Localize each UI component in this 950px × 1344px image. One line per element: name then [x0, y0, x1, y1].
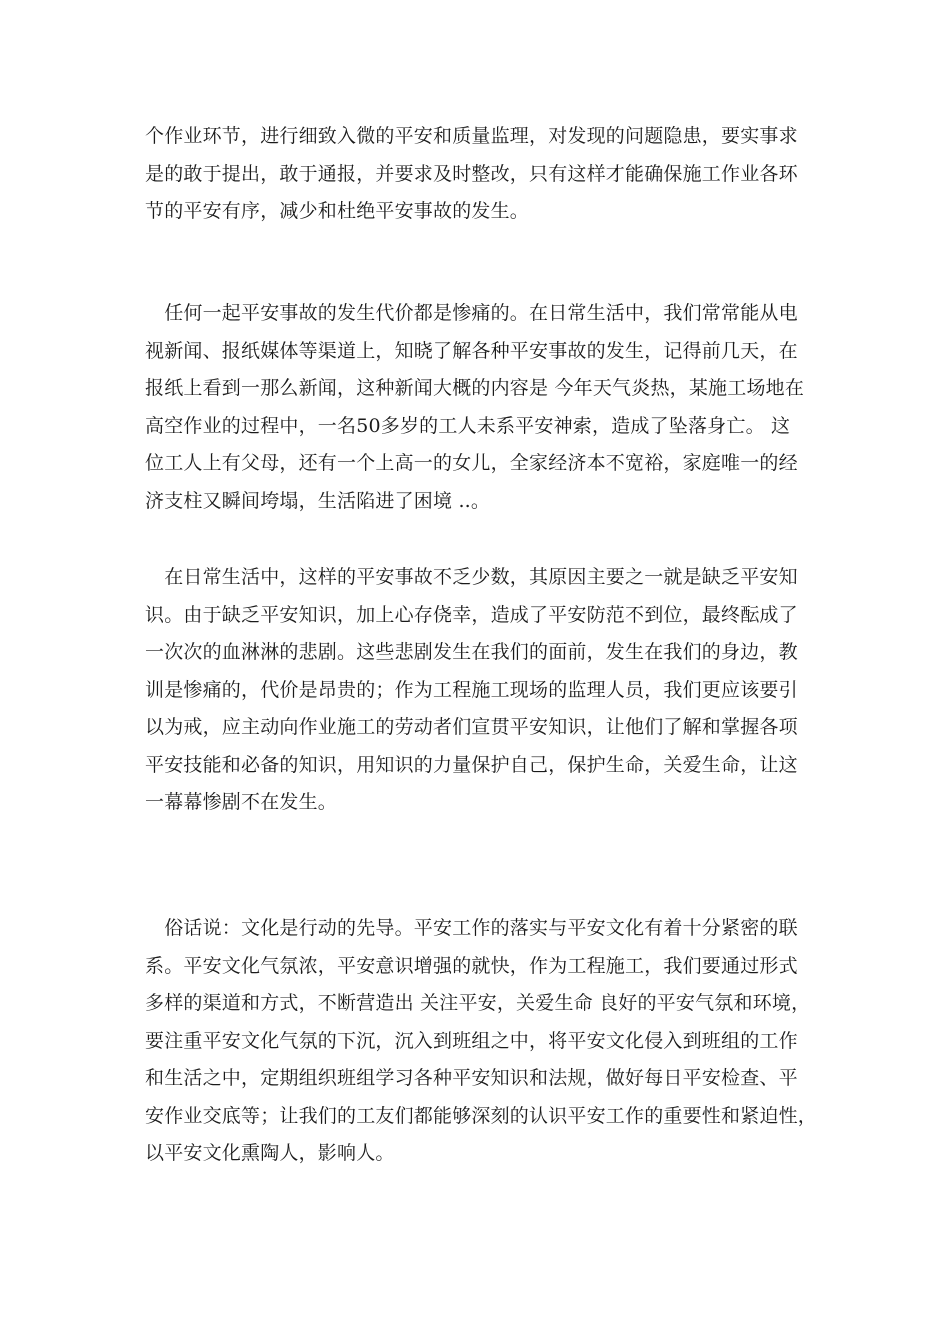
text-line: 济支柱又瞬间垮塌，生活陷进了困境 ..。: [145, 489, 491, 512]
paragraph-4: [145, 910, 818, 1173]
paragraph-1: [145, 118, 810, 231]
text-line: 视新闻、报纸媒体等渠道上，知晓了解各种平安事故的发生，记得前几天，在: [145, 339, 798, 362]
text-line: 以平安文化熏陶人，影响人。: [145, 1142, 395, 1164]
text-line: 高空作业的过程中，一名50多岁的工人未系平安神索，造成了坠落身亡。 这: [145, 414, 791, 437]
text-line: 识。由于缺乏平安知识，加上心存侥幸，造成了平安防范不到位，最终酝成了: [145, 603, 798, 626]
paragraph-3: [145, 559, 810, 822]
text-line: 以为戒，应主动向作业施工的劳动者们宣贯平安知识，让他们了解和掌握各项: [145, 716, 798, 738]
text-line: 系。平安文化气氛浓，平安意识增强的就快，作为工程施工，我们要通过形式: [145, 954, 798, 977]
text-line: 个作业环节，进行细致入微的平安和质量监理，对发现的问题隐患，要实事求: [145, 125, 798, 147]
text-line: 任何一起平安事故的发生代价都是惨痛的。在日常生活中，我们常常能从电: [145, 302, 798, 324]
text-line: 安作业交底等；让我们的工友们都能够深刻的认识平安工作的重要性和紧迫性，: [145, 1104, 818, 1127]
text-line: 和生活之中，定期组织班组学习各种平安知识和法规，做好每日平安检查、平: [145, 1067, 798, 1089]
text-line: 多样的渠道和方式，不断营造出 关注平安，关爱生命 良好的平安气氛和环境，: [145, 992, 811, 1014]
text-line: 节的平安有序，减少和杜绝平安事故的发生。: [145, 200, 530, 222]
text-line: 要注重平安文化气氛的下沉，沉入到班组之中，将平安文化侵入到班组的工作: [145, 1029, 798, 1052]
text-line: 报纸上看到一那么新闻，这种新闻大概的内容是 今年天气炎热，某施工场地在: [145, 377, 805, 399]
text-line: 平安技能和必备的知识，用知识的力量保护自己，保护生命，关爱生命，让这: [145, 753, 798, 776]
text-line: 训是惨痛的，代价是昂贵的；作为工程施工现场的监理人员，我们更应该要引: [145, 678, 798, 701]
text-line: 一次次的血淋淋的悲剧。这些悲剧发生在我们的面前，发生在我们的身边，教: [145, 641, 798, 663]
text-line: 一幕幕惨剧不在发生。: [145, 791, 338, 813]
paragraph-2: [145, 295, 810, 520]
text-line: 俗话说：文化是行动的先导。平安工作的落实与平安文化有着十分紧密的联: [145, 917, 798, 939]
text-line: 位工人上有父母，还有一个上高一的女儿，全家经济本不宽裕，家庭唯一的经: [145, 452, 798, 474]
text-line: 在日常生活中，这样的平安事故不乏少数，其原因主要之一就是缺乏平安知: [145, 566, 798, 588]
text-line: 是的敢于提出，敢于通报，并要求及时整改，只有这样才能确保施工作业各环: [145, 162, 798, 185]
